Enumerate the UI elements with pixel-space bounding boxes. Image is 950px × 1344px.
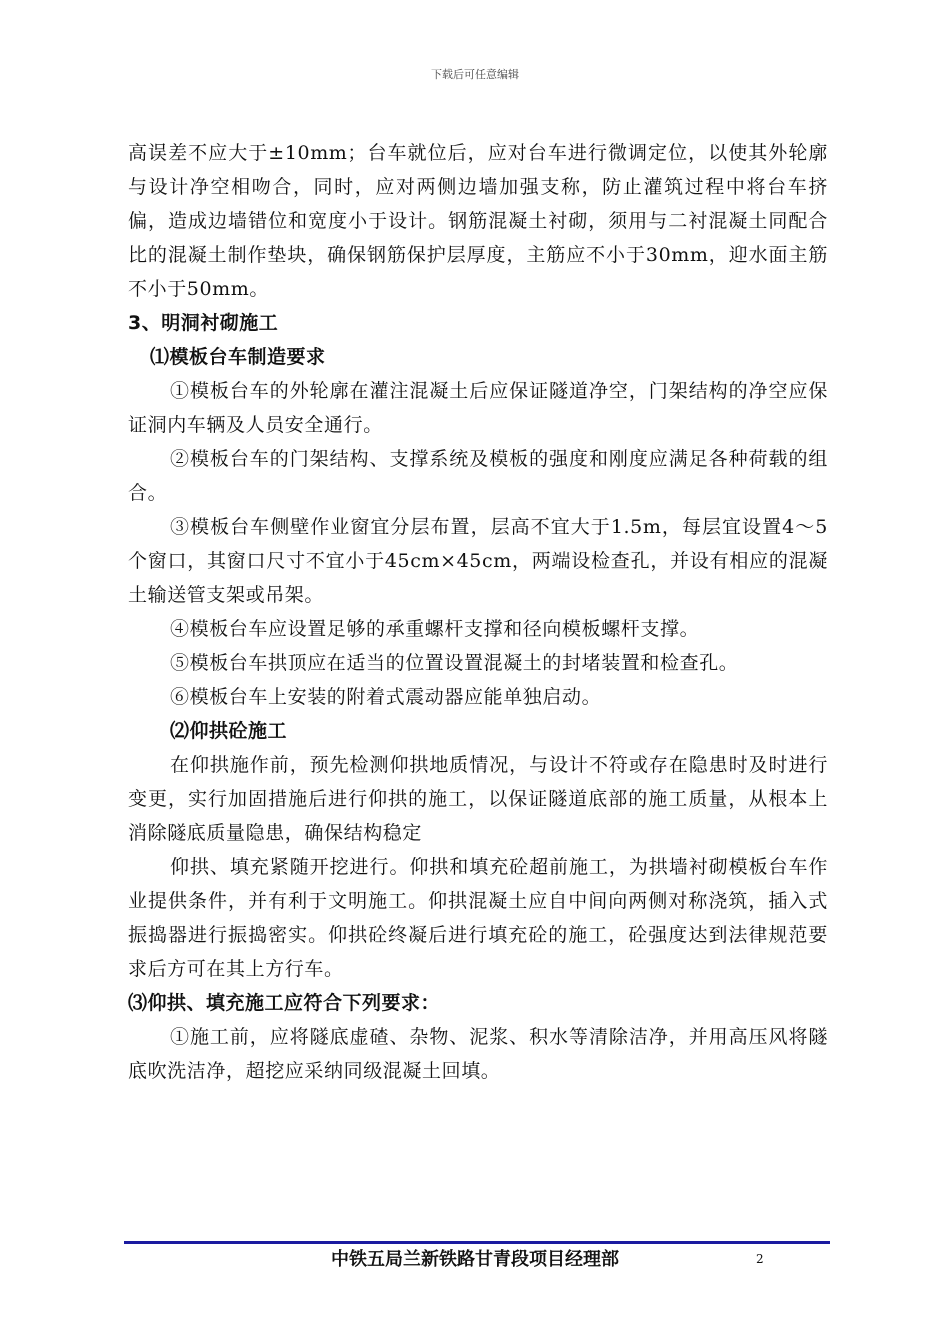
section-heading: ⑵仰拱砼施工 (170, 720, 288, 742)
paragraph: ②模板台车的门架结构、支撑系统及模板的强度和刚度应满足各种荷载的组合。 (128, 448, 828, 504)
paragraph: 仰拱、填充紧随开挖进行。仰拱和填充砼超前施工，为拱墙衬砌模板台车作业提供条件，并有利于文明施工。仰拱混凝土应自中间向两侧对称浇筑，插入式振捣器进行振捣密实。仰拱砼终凝后进行填充砼的施工，砼强度达到法律规范要求后方可在其上方行车。 (128, 856, 828, 980)
paragraph: ①模板台车的外轮廓在灌注混凝土后应保证隧道净空，门架结构的净空应保证洞内车辆及人员安全通行。 (128, 380, 828, 436)
section-heading: ⑶仰拱、填充施工应符合下列要求： (128, 992, 441, 1014)
document-body (128, 136, 828, 1088)
section-heading: ⑴模板台车制造要求 (150, 346, 326, 368)
page-number: 2 (756, 1252, 764, 1266)
paragraph: ①施工前，应将隧底虚碴、杂物、泥浆、积水等清除洁净，并用高压风将隧底吹洗洁净，超挖应采纳同级混凝土回填。 (128, 1026, 828, 1082)
paragraph: 在仰拱施作前，预先检测仰拱地质情况，与设计不符或存在隐患时及时进行变更，实行加固措施后进行仰拱的施工，以保证隧道底部的施工质量，从根本上消除隧底质量隐患，确保结构稳定 (128, 754, 828, 844)
footer-divider (124, 1241, 830, 1244)
paragraph: ⑥模板台车上安装的附着式震动器应能单独启动。 (170, 686, 602, 708)
paragraph: ⑤模板台车拱顶应在适当的位置设置混凝土的封堵装置和检查孔。 (170, 652, 739, 674)
section-heading: 3、明洞衬砌施工 (128, 312, 279, 334)
paragraph: ③模板台车侧壁作业窗宜分层布置，层高不宜大于1.5m，每层宜设置4～5个窗口，其窗口尺寸不宜小于45cm×45cm，两端设检查孔，并设有相应的混凝土输送管支架或吊架。 (128, 516, 828, 606)
header-note: 下载后可任意编辑 (431, 68, 519, 81)
footer-title: 中铁五局兰新铁路甘青段项目经理部 (331, 1249, 619, 1270)
paragraph: ④模板台车应设置足够的承重螺杆支撑和径向模板螺杆支撑。 (170, 618, 700, 640)
paragraph: 高误差不应大于±10mm；台车就位后，应对台车进行微调定位，以使其外轮廓与设计净空相吻合，同时，应对两侧边墙加强支称，防止灌筑过程中将台车挤偏，造成边墙错位和宽度小于设计。钢筋混凝土衬砌，须用与二衬混凝土同配合比的混凝土制作垫块，确保钢筋保护层厚度，主筋应不小于30mm，迎水面主筋不小于50mm。 (128, 142, 828, 300)
